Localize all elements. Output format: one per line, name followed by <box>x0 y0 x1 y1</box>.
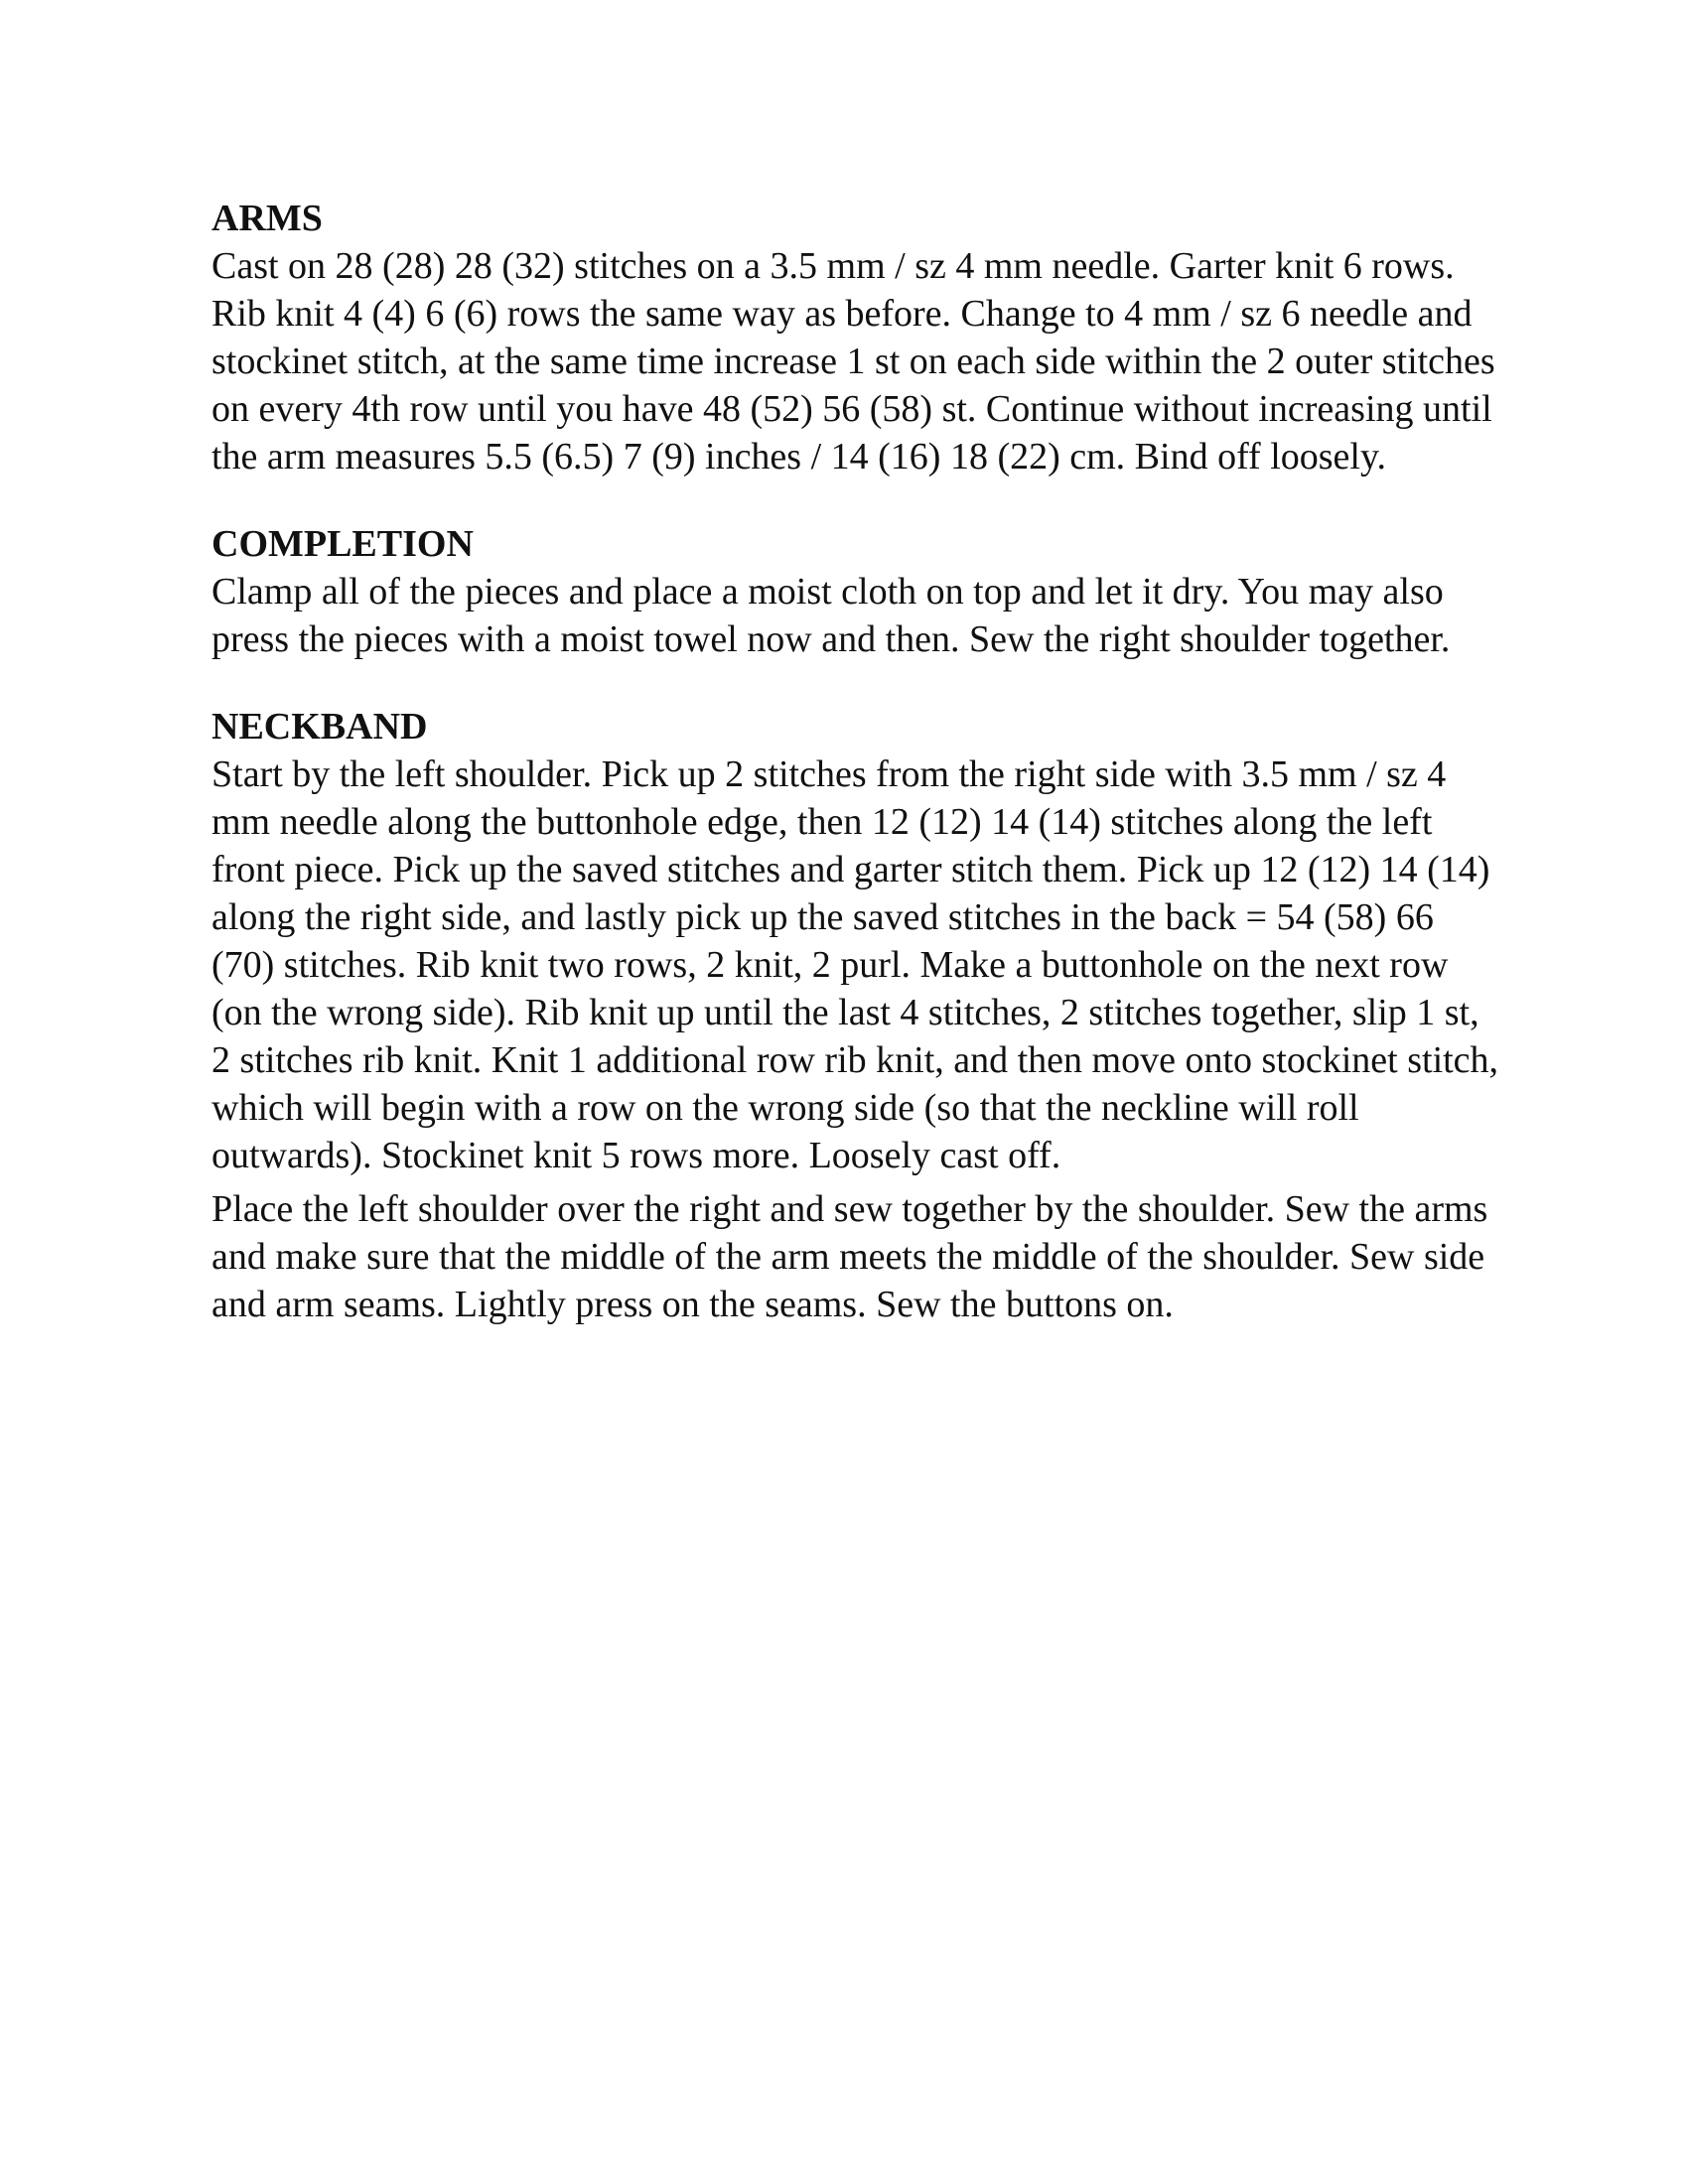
section-heading-completion: COMPLETION <box>211 523 474 565</box>
neckband-paragraph-1: Start by the left shoulder. Pick up 2 stitches from the right side with 3.5 mm / sz 4 mm needle along the buttonhole edge, then 12 (12) 14 (14) stitches along the left front piece. Pick up the saved stitches and garter stitch them. Pick up 12 (12) 14 (14) along the right side, and lastly pick up the saved stitches in the back = 54 (58) 66 (70) stitches. Rib knit two rows, 2 knit, 2 purl. Make a buttonhole on the next row (on the wrong side). Rib knit up until the last 4 stitches, 2 stitches together, slip 1 st, 2 stitches rib knit. Knit 1 additional row rib knit, and then move onto stockinet stitch, which will begin with a row on the wrong side (so that the neckline will roll outwards). Stockinet knit 5 rows more. Loosely cast off. <box>211 753 1499 1176</box>
document-page <box>211 195 1502 1328</box>
arms-paragraph: Cast on 28 (28) 28 (32) stitches on a 3.5 mm / sz 4 mm needle. Garter knit 6 rows. Rib knit 4 (4) 6 (6) rows the same way as before. Change to 4 mm / sz 6 needle and stockinet stitch, at the same time increase 1 st on each side within the 2 outer stitches on every 4th row until you have 48 (52) 56 (58) st. Continue without increasing until the arm measures 5.5 (6.5) 7 (9) inches / 14 (16) 18 (22) cm. Bind off loosely. <box>211 245 1495 478</box>
section-neckband <box>211 703 1502 1328</box>
section-heading-arms: ARMS <box>211 198 323 239</box>
section-completion <box>211 520 1502 663</box>
completion-paragraph: Clamp all of the pieces and place a moist cloth on top and let it dry. You may also press the pieces with a moist towel now and then. Sew the right shoulder together. <box>211 571 1451 660</box>
neckband-paragraph-2: Place the left shoulder over the right and sew together by the shoulder. Sew the arms and make sure that the middle of the arm meets the middle of the shoulder. Sew side and arm seams. Lightly press on the seams. Sew the buttons on. <box>211 1188 1488 1325</box>
section-heading-neckband: NECKBAND <box>211 706 428 748</box>
section-arms <box>211 195 1502 480</box>
